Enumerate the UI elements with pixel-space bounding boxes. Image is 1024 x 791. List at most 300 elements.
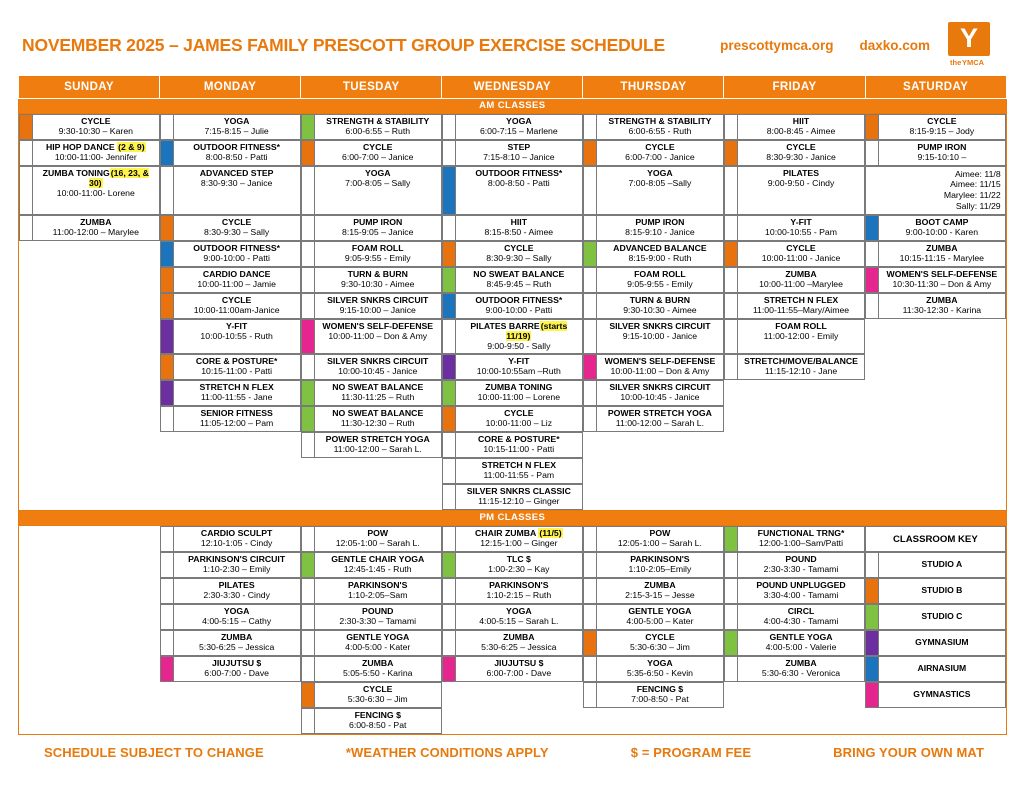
class-entry[interactable]	[160, 526, 301, 552]
class-text	[173, 114, 301, 140]
classroom-key-cell	[865, 578, 1006, 604]
class-name: OUTDOOR FITNESS*	[193, 243, 281, 253]
class-entry[interactable]	[583, 604, 724, 630]
class-entry[interactable]	[442, 241, 583, 267]
class-entry[interactable]	[583, 526, 724, 552]
schedule-cell	[160, 406, 301, 432]
class-time-instructor: 2:30-3:30 - Tamami	[763, 564, 839, 575]
class-entry[interactable]	[301, 380, 442, 406]
class-time-instructor: 11:00-12:00 – Marylee	[52, 227, 139, 238]
class-entry[interactable]	[160, 114, 301, 140]
class-time-instructor: 8:30-9:30 – Sally	[204, 227, 270, 238]
class-entry[interactable]	[583, 319, 724, 354]
class-entry[interactable]	[724, 578, 865, 604]
schedule-cell	[583, 552, 724, 578]
class-text	[596, 526, 724, 552]
footer-note-1: SCHEDULE SUBJECT TO CHANGE	[44, 745, 264, 761]
class-name: ZUMBA	[220, 632, 253, 643]
class-entry[interactable]	[442, 526, 583, 552]
am-classes-body	[19, 114, 1007, 511]
class-name: CYCLE	[786, 141, 816, 152]
class-entry[interactable]	[442, 319, 583, 354]
class-name: HIP HOP DANCE (2 & 9)	[45, 141, 145, 152]
class-entry[interactable]	[724, 241, 865, 267]
schedule-cell	[19, 114, 160, 140]
class-text	[455, 604, 583, 630]
class-entry[interactable]	[583, 166, 724, 216]
schedule-cell	[724, 215, 865, 241]
class-time-instructor: 10:00-10:55am –Ruth	[476, 366, 561, 377]
class-name: POW	[649, 528, 671, 539]
class-entry[interactable]	[160, 406, 301, 432]
schedule-cell	[160, 682, 301, 708]
class-text	[596, 293, 724, 319]
class-name: GENTLE CHAIR YOGA	[331, 554, 425, 565]
class-time-instructor: 10:00-10:45 - Janice	[620, 392, 700, 403]
class-text	[455, 406, 583, 432]
class-entry[interactable]	[583, 406, 724, 432]
class-name: POUND	[785, 554, 817, 565]
class-name: PUMP IRON	[353, 217, 403, 227]
class-entry[interactable]	[19, 166, 160, 216]
class-entry[interactable]	[583, 380, 724, 406]
class-name: ZUMBA	[926, 295, 958, 305]
studio-color-swatch	[160, 319, 173, 354]
class-time-instructor: 6:00-7:00 - Dave	[486, 668, 552, 679]
class-time-instructor: 2:30-3:30 - Cindy	[203, 590, 270, 601]
class-text	[737, 166, 865, 216]
class-entry[interactable]	[160, 166, 301, 216]
class-text	[737, 241, 865, 267]
class-entry[interactable]	[442, 406, 583, 432]
class-time-instructor: 4:00-5:00 - Valerie	[765, 642, 837, 653]
studio-color-swatch	[583, 319, 596, 354]
class-entry[interactable]	[442, 380, 583, 406]
schedule-cell	[160, 319, 301, 354]
class-entry[interactable]	[160, 656, 301, 682]
schedule-cell	[301, 319, 442, 354]
class-time-instructor: 11:00-12:00 – Sarah L.	[333, 444, 422, 455]
studio-color-swatch	[160, 215, 173, 241]
class-time-instructor: 6:00-8:50 - Pat	[348, 720, 407, 731]
class-text	[314, 215, 442, 241]
class-entry[interactable]	[442, 656, 583, 682]
class-entry[interactable]	[724, 140, 865, 166]
footer-notes	[0, 735, 1024, 760]
class-text	[737, 526, 865, 552]
class-entry[interactable]	[583, 656, 724, 682]
schedule-cell	[160, 215, 301, 241]
class-entry[interactable]	[442, 140, 583, 166]
class-entry[interactable]	[724, 293, 865, 319]
class-entry[interactable]	[442, 630, 583, 656]
schedule-cell	[865, 319, 1006, 354]
studio-color-swatch	[583, 682, 596, 708]
class-entry[interactable]	[724, 319, 865, 354]
schedule-cell	[301, 380, 442, 406]
class-entry[interactable]	[724, 114, 865, 140]
class-text	[455, 380, 583, 406]
class-entry[interactable]	[865, 267, 1006, 293]
class-time-instructor: 12:15-1:00 – Ginger	[480, 538, 558, 549]
schedule-cell	[442, 319, 583, 354]
schedule-cell	[724, 458, 865, 484]
class-entry[interactable]	[160, 241, 301, 267]
class-entry[interactable]	[160, 380, 301, 406]
classroom-key-cell	[865, 708, 1006, 735]
classroom-key-label: GYMNASIUM	[878, 630, 1006, 656]
schedule-cell	[865, 432, 1006, 458]
class-entry[interactable]	[160, 215, 301, 241]
class-time-instructor: 10:00-11:00 – Lorene	[477, 392, 561, 403]
schedule-cell	[160, 656, 301, 682]
class-entry[interactable]	[301, 267, 442, 293]
schedule-cell	[583, 432, 724, 458]
class-name: NO SWEAT BALANCE	[332, 408, 424, 419]
class-entry[interactable]	[301, 526, 442, 552]
class-name: CYCLE	[221, 217, 252, 227]
class-text	[596, 630, 724, 656]
class-entry[interactable]	[583, 578, 724, 604]
class-name: STEP	[507, 141, 531, 152]
class-entry[interactable]	[583, 552, 724, 578]
class-time-instructor: 2:30-3:30 – Tamami	[339, 616, 417, 627]
studio-color-swatch	[583, 656, 596, 682]
schedule-cell	[724, 484, 865, 511]
link-prescottymca[interactable]: prescottymca.org	[720, 37, 834, 53]
class-entry[interactable]	[442, 484, 583, 510]
class-time-instructor: 6:00-7:00 - Dave	[204, 668, 269, 679]
studio-color-swatch	[301, 432, 314, 458]
class-text	[173, 241, 301, 267]
class-name: CYCLE	[786, 243, 816, 253]
class-entry[interactable]	[19, 215, 160, 241]
class-name: ZUMBA	[644, 580, 676, 591]
studio-color-swatch	[160, 656, 173, 682]
class-time-instructor: 11:00-11:55 - Jane	[200, 392, 273, 403]
class-time-instructor: 9:30-10:30 – Karen	[58, 126, 133, 137]
class-name: ADVANCED BALANCE	[613, 243, 707, 253]
class-entry[interactable]	[724, 267, 865, 293]
class-time-instructor: 5:30-6:25 – Jessica	[481, 642, 557, 653]
studio-color-swatch	[865, 241, 878, 267]
class-name: STRETCH N FLEX	[481, 460, 556, 471]
link-daxko[interactable]: daxko.com	[859, 37, 930, 53]
class-entry[interactable]	[160, 267, 301, 293]
class-entry[interactable]	[583, 354, 724, 380]
class-entry[interactable]	[724, 215, 865, 241]
am-section-row	[19, 99, 1007, 114]
class-time-instructor: 9:30-10:30 - Aimee	[623, 305, 697, 316]
class-name: STRETCH N FLEX	[763, 295, 839, 305]
class-time-instructor: 10:00-11:00- Jennifer	[54, 151, 137, 162]
studio-color-swatch	[724, 656, 737, 682]
class-entry[interactable]	[442, 215, 583, 241]
class-text	[314, 354, 442, 380]
class-entry[interactable]	[442, 578, 583, 604]
class-name: SILVER SNKRS CIRCUIT	[327, 356, 429, 367]
classroom-key-label: GYMNASTICS	[878, 682, 1006, 708]
class-entry[interactable]	[724, 656, 865, 682]
schedule-cell	[442, 458, 583, 484]
class-entry[interactable]	[865, 215, 1006, 241]
class-entry[interactable]	[724, 604, 865, 630]
class-name: YOGA	[647, 658, 673, 669]
class-text	[596, 140, 724, 166]
class-entry[interactable]	[301, 552, 442, 578]
class-entry[interactable]	[301, 293, 442, 319]
class-time-instructor: 11:15-12:10 - Jane	[764, 366, 838, 377]
class-name: JIUJUTSU $	[212, 658, 262, 669]
schedule-row	[19, 526, 1007, 553]
footer-note-2: *WEATHER CONDITIONS APPLY	[345, 745, 549, 761]
class-entry[interactable]	[160, 630, 301, 656]
class-entry[interactable]	[301, 604, 442, 630]
class-entry[interactable]	[724, 166, 865, 216]
class-entry[interactable]	[19, 114, 160, 140]
class-entry[interactable]	[583, 630, 724, 656]
class-entry[interactable]	[301, 241, 442, 267]
class-name: CYCLE	[363, 141, 393, 152]
schedule-cell	[160, 458, 301, 484]
classroom-key-cell	[865, 604, 1006, 630]
studio-color-swatch	[442, 380, 455, 406]
schedule-cell	[160, 604, 301, 630]
class-entry[interactable]	[442, 458, 583, 484]
class-name: HIIT	[792, 116, 810, 126]
class-time-instructor: 6:00-7:00 - Janice	[625, 151, 695, 162]
day-header-wednesday: WEDNESDAY	[442, 77, 583, 99]
class-text	[32, 215, 160, 241]
class-text	[455, 432, 583, 458]
schedule-cell	[301, 241, 442, 267]
schedule-row	[19, 215, 1007, 241]
class-text	[314, 604, 442, 630]
class-entry[interactable]	[160, 604, 301, 630]
header-links	[720, 38, 938, 53]
class-entry[interactable]	[724, 552, 865, 578]
studio-color-swatch	[442, 552, 455, 578]
class-entry[interactable]	[583, 682, 724, 708]
class-text	[737, 578, 865, 604]
studio-color-swatch	[724, 578, 737, 604]
class-entry[interactable]	[865, 140, 1006, 166]
class-text	[596, 114, 724, 140]
schedule-cell	[442, 114, 583, 140]
class-name: YOGA	[223, 606, 250, 617]
class-entry[interactable]	[442, 354, 583, 380]
schedule-cell	[442, 241, 583, 267]
class-entry[interactable]	[160, 552, 301, 578]
class-name: FUNCTIONAL TRNG*	[757, 528, 845, 539]
class-entry[interactable]	[19, 140, 160, 166]
class-entry[interactable]	[160, 319, 301, 354]
class-entry[interactable]	[442, 432, 583, 458]
am-classes-bar: AM CLASSES	[19, 99, 1007, 114]
class-entry[interactable]	[865, 114, 1006, 140]
class-entry[interactable]	[583, 114, 724, 140]
schedule-cell	[724, 166, 865, 216]
class-name: PARKINSON'S CIRCUIT	[188, 554, 286, 565]
schedule-row	[19, 578, 1007, 604]
instructor-date-line: Aimee: 11/15	[950, 179, 1001, 190]
class-entry[interactable]	[160, 293, 301, 319]
class-entry[interactable]	[442, 267, 583, 293]
schedule-row	[19, 406, 1007, 432]
schedule-cell	[724, 140, 865, 166]
class-time-instructor: 9:00-10:00 - Patti	[485, 305, 553, 316]
class-entry[interactable]	[160, 578, 301, 604]
classroom-key-cell	[865, 682, 1006, 708]
class-name: YOGA	[364, 167, 391, 178]
class-entry[interactable]	[301, 215, 442, 241]
studio-color-swatch	[442, 267, 455, 293]
class-text	[455, 526, 583, 552]
schedule-cell	[19, 526, 160, 553]
class-time-instructor: 4:00-5:15 – Sarah L.	[479, 616, 559, 627]
class-entry[interactable]	[724, 354, 865, 380]
class-time-instructor: 10:00-10:45 - Janice	[338, 366, 418, 377]
schedule-cell	[865, 241, 1006, 267]
schedule-cell	[583, 526, 724, 553]
class-text	[173, 604, 301, 630]
studio-color-swatch	[301, 215, 314, 241]
studio-color-swatch	[301, 354, 314, 380]
class-entry[interactable]	[301, 630, 442, 656]
class-entry[interactable]	[301, 708, 442, 734]
class-text	[737, 319, 865, 354]
schedule-cell	[583, 484, 724, 511]
class-entry[interactable]	[724, 526, 865, 552]
class-entry[interactable]	[301, 682, 442, 708]
classroom-key-swatch	[865, 630, 878, 656]
class-time-instructor: 8:15-9:10 - Janice	[625, 227, 695, 238]
class-entry[interactable]	[442, 604, 583, 630]
class-text	[596, 241, 724, 267]
class-text	[314, 526, 442, 552]
footer-note-3: $ = PROGRAM FEE	[630, 745, 752, 761]
class-name: Y-FIT	[790, 217, 812, 227]
instructor-date-line: Sally: 11/29	[955, 201, 1001, 212]
class-name: ZUMBA	[362, 658, 394, 669]
class-entry[interactable]	[301, 166, 442, 216]
schedule-cell	[19, 354, 160, 380]
schedule-cell	[160, 267, 301, 293]
class-text	[314, 406, 442, 432]
schedule-cell	[865, 114, 1006, 140]
class-name: CYCLE	[504, 243, 534, 253]
day-header-sunday: SUNDAY	[19, 77, 160, 99]
class-time-instructor: 4:00-5:15 – Cathy	[202, 616, 272, 627]
class-entry[interactable]	[301, 578, 442, 604]
schedule-cell	[724, 604, 865, 630]
class-name: POUND UNPLUGGED	[756, 580, 846, 591]
class-entry[interactable]	[301, 406, 442, 432]
schedule-row	[19, 166, 1007, 216]
class-name: OUTDOOR FITNESS*	[475, 167, 563, 178]
class-entry[interactable]	[583, 293, 724, 319]
class-entry[interactable]	[442, 166, 583, 216]
class-entry[interactable]	[301, 656, 442, 682]
class-name: PARKINSON'S	[489, 580, 549, 591]
studio-color-swatch	[442, 604, 455, 630]
schedule-cell	[583, 293, 724, 319]
studio-color-swatch	[724, 293, 737, 319]
class-entry[interactable]	[442, 114, 583, 140]
schedule-cell	[19, 630, 160, 656]
schedule-cell	[19, 432, 160, 458]
schedule-cell	[301, 458, 442, 484]
class-time-instructor: 1:10-2:05–Sam	[348, 590, 408, 601]
schedule-cell	[442, 215, 583, 241]
studio-color-swatch	[160, 380, 173, 406]
classroom-key-swatch	[865, 682, 878, 708]
class-entry[interactable]	[301, 354, 442, 380]
schedule-row	[19, 656, 1007, 682]
class-name: OUTDOOR FITNESS*	[193, 141, 281, 152]
day-header-row	[19, 77, 1007, 99]
schedule-cell	[160, 578, 301, 604]
class-entry[interactable]	[583, 267, 724, 293]
class-entry[interactable]	[865, 241, 1006, 267]
schedule-cell	[160, 380, 301, 406]
studio-color-swatch	[160, 114, 173, 140]
class-name: WOMEN'S SELF-DEFENSE	[322, 321, 434, 331]
class-entry[interactable]	[865, 293, 1006, 319]
classroom-key-label: AIRNASIUM	[878, 656, 1006, 682]
classroom-key-swatch	[865, 604, 878, 630]
schedule-cell	[160, 630, 301, 656]
class-entry[interactable]	[301, 114, 442, 140]
schedule-cell	[160, 140, 301, 166]
class-text	[314, 319, 442, 354]
class-time-instructor: 2:15-3-15 – Jesse	[625, 590, 695, 601]
schedule-cell	[583, 215, 724, 241]
class-name: CYCLE	[504, 408, 534, 419]
class-entry[interactable]	[301, 319, 442, 354]
class-time-instructor: 5:30-6:30 – Jim	[347, 694, 408, 705]
class-time-instructor: 10:30-11:30 – Don & Amy	[892, 279, 992, 290]
class-text	[455, 241, 583, 267]
class-entry[interactable]	[301, 432, 442, 458]
studio-color-swatch	[724, 215, 737, 241]
class-entry[interactable]	[724, 630, 865, 656]
class-entry[interactable]	[442, 552, 583, 578]
schedule-cell	[724, 241, 865, 267]
class-entry[interactable]	[160, 140, 301, 166]
schedule-cell	[724, 682, 865, 708]
class-entry[interactable]	[583, 140, 724, 166]
schedule-cell	[19, 241, 160, 267]
schedule-cell	[19, 267, 160, 293]
class-text	[173, 406, 301, 432]
schedule-cell	[583, 708, 724, 735]
studio-color-swatch	[301, 630, 314, 656]
class-entry[interactable]	[583, 215, 724, 241]
class-entry[interactable]	[442, 293, 583, 319]
schedule-cell	[865, 484, 1006, 511]
class-name: GENTLE YOGA	[628, 606, 692, 617]
class-entry[interactable]	[160, 354, 301, 380]
ymca-logo	[948, 22, 1006, 68]
class-entry[interactable]	[301, 140, 442, 166]
class-name: SENIOR FITNESS	[200, 408, 273, 419]
class-text	[32, 166, 160, 216]
class-entry[interactable]	[583, 241, 724, 267]
studio-color-swatch	[583, 293, 596, 319]
studio-color-swatch	[442, 140, 455, 166]
studio-color-swatch	[442, 354, 455, 380]
